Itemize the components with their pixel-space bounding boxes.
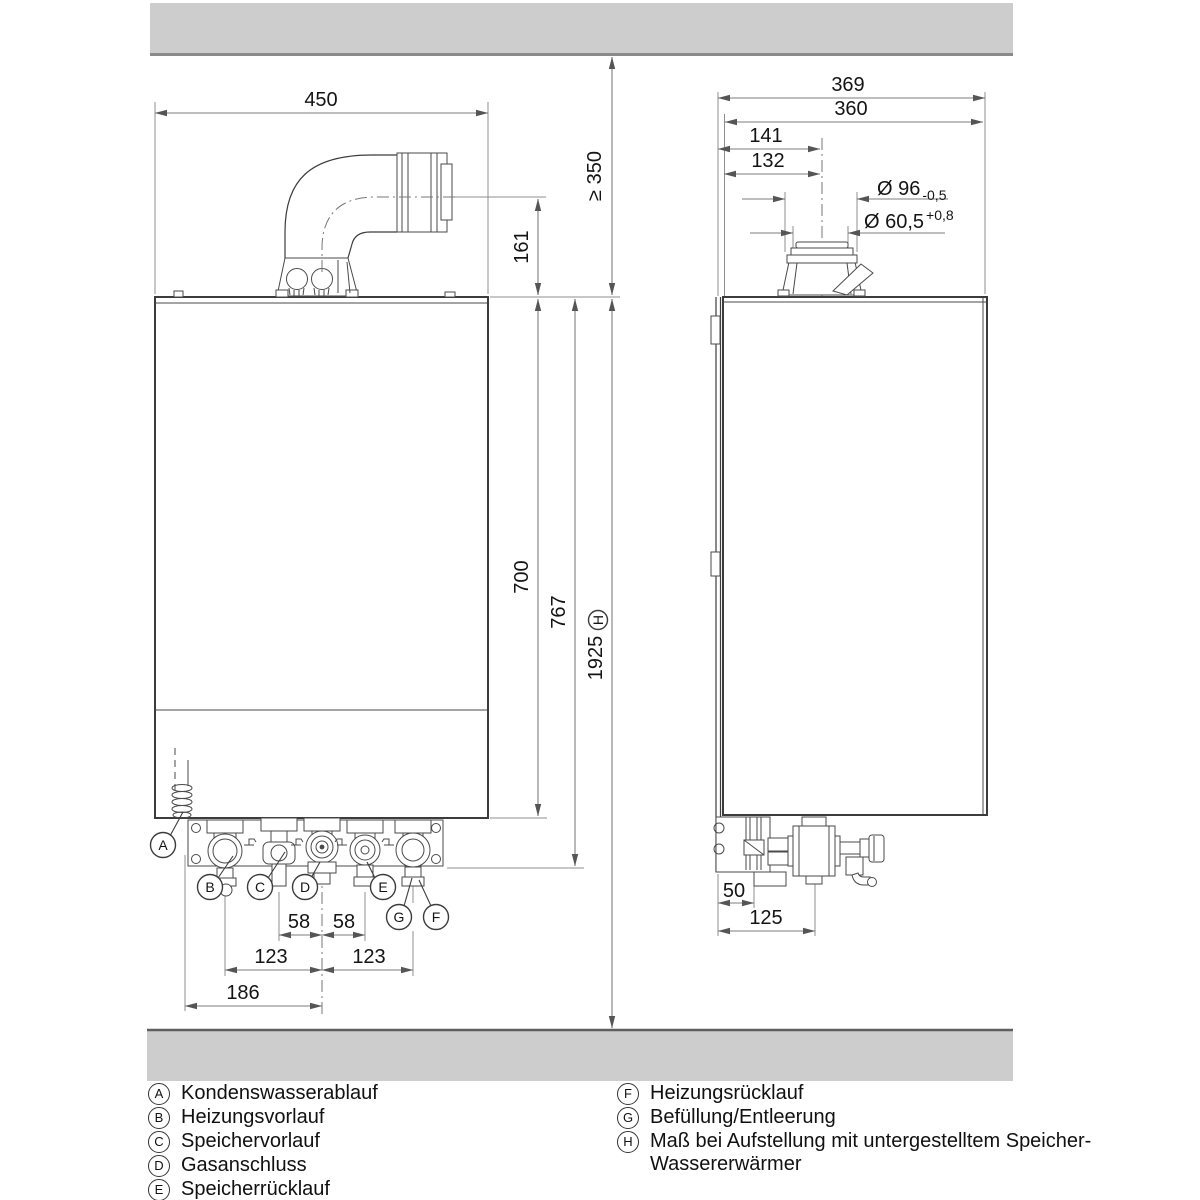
front-view: [151, 57, 621, 1028]
legend-item-befuellung-entleerung: [617, 1106, 1105, 1129]
floor-band-bottom: [147, 1030, 1013, 1081]
legend-text-e: Speicherrücklauf: [181, 1178, 330, 1200]
front-boiler-body: [155, 291, 488, 818]
label-b: B: [205, 879, 215, 895]
legend-left-column: [148, 1082, 378, 1200]
label-e: E: [378, 879, 388, 895]
legend-item-heizungsruecklauf: [617, 1082, 1105, 1105]
legend-text-c: Speichervorlauf: [181, 1130, 320, 1152]
legend-text-b: Heizungsvorlauf: [181, 1106, 325, 1128]
valve-gasanschluss: [304, 818, 340, 884]
legend-item-heizungsvorlauf: [148, 1106, 378, 1129]
flue-coupling: [397, 153, 452, 232]
legend-item-mass-aufstellung: [617, 1130, 1105, 1176]
dim-60-5: Ø 60,5: [864, 211, 925, 233]
side-connection-assembly: [714, 817, 884, 887]
legend-key-a: A: [148, 1083, 170, 1105]
dim-1925-ref-h: H: [590, 614, 606, 626]
legend-right-column: [617, 1082, 1105, 1177]
dim-369: 369: [831, 74, 865, 96]
legend-item-kondenswasserablauf: [148, 1082, 378, 1105]
dim-96: Ø 96: [877, 178, 921, 200]
dim-360: 360: [834, 98, 868, 120]
dim-96-tol: -0,5: [922, 187, 947, 203]
dim-58-right: 58: [332, 911, 356, 933]
legend-key-b: B: [148, 1107, 170, 1129]
legend-key-e: E: [148, 1179, 170, 1200]
legend-text-a: Kondenswasserablauf: [181, 1082, 378, 1104]
legend-key-h: H: [617, 1131, 639, 1153]
legend-key-d: D: [148, 1155, 170, 1177]
label-d: D: [299, 879, 311, 895]
dim-60-5-tol: +0,8: [926, 207, 954, 223]
side-flue-stub: [778, 242, 873, 296]
dim-1925-with-ref: [585, 611, 608, 681]
side-gas-valve: [788, 817, 840, 884]
label-f: F: [431, 909, 441, 925]
dim-clearance-350: ≥ 350: [584, 151, 606, 201]
legend-item-speicherruecklauf: [148, 1178, 378, 1200]
dim-132: 132: [751, 150, 785, 172]
legend-item-speichervorlauf: [148, 1130, 378, 1153]
dim-161: 161: [511, 230, 533, 264]
front-flue-elbow: [276, 153, 455, 297]
side-boiler-body: [711, 297, 987, 872]
dim-1925: 1925: [585, 635, 607, 681]
dim-123-left: 123: [254, 946, 288, 968]
dim-450: 450: [304, 89, 338, 111]
legend-text-f: Heizungsrücklauf: [650, 1082, 804, 1104]
label-g: G: [393, 909, 405, 925]
legend-key-c: C: [148, 1131, 170, 1153]
dim-125: 125: [749, 907, 783, 929]
legend-key-g: G: [617, 1107, 639, 1129]
valve-heizungsruecklauf: [395, 820, 431, 886]
dim-141: 141: [749, 125, 783, 147]
dim-123-right: 123: [352, 946, 386, 968]
legend-text-h: Maß bei Aufstellung mit untergestelltem Speicher-Wassererwärmer: [650, 1130, 1092, 1175]
dim-flue-inner: [864, 207, 954, 233]
legend-text-g: Befüllung/Entleerung: [650, 1106, 836, 1128]
label-a: A: [158, 837, 168, 853]
dim-767: 767: [548, 595, 570, 629]
legend-key-f: F: [617, 1083, 639, 1105]
dim-186: 186: [226, 982, 260, 1004]
label-c: C: [254, 879, 266, 895]
dim-50: 50: [722, 880, 746, 902]
dim-flue-outer: [877, 178, 947, 203]
dim-700: 700: [511, 560, 533, 594]
legend-item-gasanschluss: [148, 1154, 378, 1177]
dim-58-left: 58: [287, 911, 311, 933]
wall-band-top: [150, 3, 1013, 55]
side-view: [711, 74, 987, 936]
legend-text-d: Gasanschluss: [181, 1154, 307, 1176]
